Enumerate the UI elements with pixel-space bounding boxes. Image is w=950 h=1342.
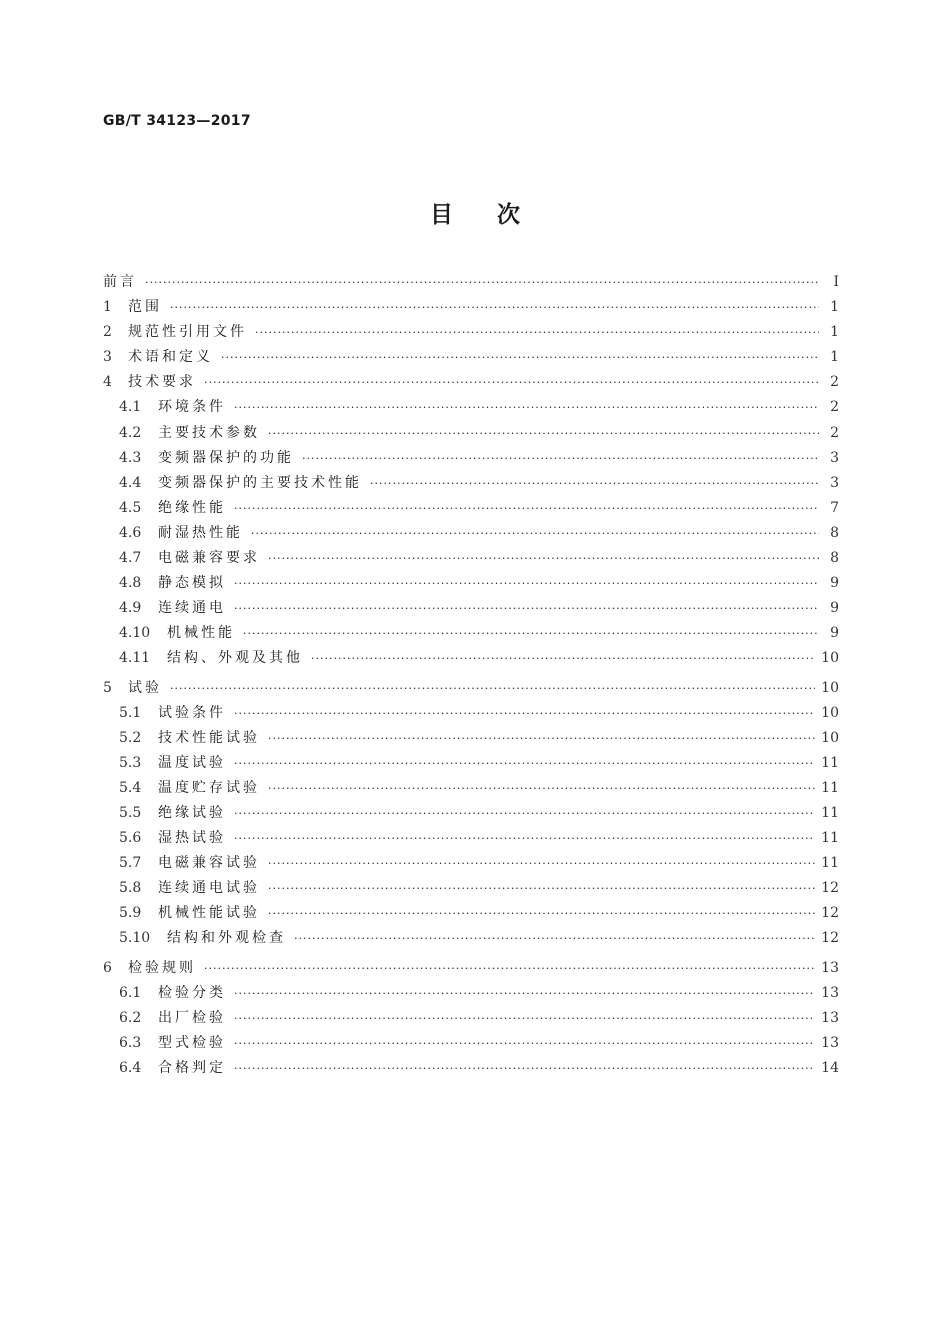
toc-entry-number: 5.4 <box>119 779 142 796</box>
toc-leader-dots <box>234 801 815 826</box>
toc-entry-title: 技术要求 <box>128 374 196 391</box>
toc-leader-dots <box>234 751 815 776</box>
toc-entry-title: 温度贮存试验 <box>158 779 260 796</box>
toc-entry[interactable] <box>103 1056 839 1081</box>
toc-entry-number: 1 <box>103 299 112 316</box>
toc-leader-dots <box>251 521 819 546</box>
toc-leader-dots <box>234 571 819 596</box>
toc-leader-dots <box>268 901 815 926</box>
toc-entry-title: 技术性能试验 <box>158 729 260 746</box>
toc-leader-dots <box>268 421 819 446</box>
toc-entry-number: 5.9 <box>119 905 142 922</box>
toc-entry-title: 机械性能试验 <box>158 905 260 922</box>
toc-entry-page: 14 <box>821 1059 839 1076</box>
toc-leader-dots <box>234 826 815 851</box>
toc-entry[interactable] <box>103 776 839 801</box>
toc-entry-title: 变频器保护的功能 <box>158 449 294 466</box>
toc-entry-title: 型式检验 <box>158 1034 226 1051</box>
toc-entry[interactable] <box>103 446 839 471</box>
toc-leader-dots <box>234 596 819 621</box>
toc-entry-number: 5.7 <box>119 855 142 872</box>
toc-entry[interactable] <box>103 726 839 751</box>
toc-entry[interactable] <box>103 546 839 571</box>
toc-entry[interactable] <box>103 295 839 320</box>
toc-entry-page: 2 <box>830 424 839 441</box>
toc-entry-title: 检验分类 <box>158 984 226 1001</box>
toc-leader-dots <box>234 981 815 1006</box>
toc-entry-number: 4.7 <box>119 550 142 567</box>
toc-entry-number: 4 <box>103 374 112 391</box>
toc-entry-number: 5.6 <box>119 830 142 847</box>
toc-entry[interactable] <box>103 471 839 496</box>
toc-entry-page: 9 <box>830 575 839 592</box>
toc-entry-title: 耐湿热性能 <box>158 524 243 541</box>
toc-entry-number: 4.6 <box>119 524 142 541</box>
toc-leader-dots <box>268 776 815 801</box>
toc-entry[interactable] <box>103 320 839 345</box>
toc-entry-page: 7 <box>830 499 839 516</box>
toc-entry[interactable] <box>103 496 839 521</box>
toc-entry[interactable] <box>103 851 839 876</box>
toc-entry-title: 湿热试验 <box>158 830 226 847</box>
toc-entry-number: 5.3 <box>119 754 142 771</box>
page-title <box>0 196 950 229</box>
toc-entry-page: 10 <box>821 704 839 721</box>
toc-entry[interactable] <box>103 421 839 446</box>
toc-entry[interactable] <box>103 981 839 1006</box>
toc-entry-page: 8 <box>830 524 839 541</box>
toc-entry-page: 11 <box>821 855 839 872</box>
toc-leader-dots <box>234 701 815 726</box>
toc-entry[interactable] <box>103 1006 839 1031</box>
toc-leader-dots <box>170 295 819 320</box>
toc-entry-number: 6.4 <box>119 1059 142 1076</box>
toc-entry[interactable] <box>103 901 839 926</box>
toc-leader-dots <box>255 320 819 345</box>
toc-entry-page: 2 <box>830 374 839 391</box>
toc-entry-number: 5.8 <box>119 880 142 897</box>
toc-entry-title: 术语和定义 <box>128 349 213 366</box>
toc-entry-page: 1 <box>830 324 839 341</box>
toc-entry[interactable] <box>103 826 839 851</box>
toc-entry-number: 5.1 <box>119 704 142 721</box>
toc-entry-number: 5 <box>103 679 112 696</box>
toc-entry[interactable] <box>103 676 839 701</box>
toc-entry-number: 5.5 <box>119 804 142 821</box>
toc-entry-title: 出厂检验 <box>158 1009 226 1026</box>
toc-entry-page: 1 <box>830 299 839 316</box>
toc-entry-number: 4.3 <box>119 449 142 466</box>
toc-entry-title: 绝缘试验 <box>158 804 226 821</box>
toc-entry[interactable] <box>103 596 839 621</box>
toc-entry-number: 6.1 <box>119 984 142 1001</box>
toc-entry-page: 13 <box>821 959 839 976</box>
toc-entry-page: 3 <box>830 474 839 491</box>
toc-entry-title: 前言 <box>103 274 137 290</box>
toc-entry[interactable] <box>103 926 839 951</box>
toc-entry-page: 3 <box>830 449 839 466</box>
toc-entry-page: 10 <box>821 679 839 696</box>
toc-entry-page: 10 <box>821 729 839 746</box>
toc-entry[interactable] <box>103 751 839 776</box>
toc-entry[interactable] <box>103 395 839 420</box>
toc-leader-dots <box>204 956 815 981</box>
toc-entry-page: 11 <box>821 754 839 771</box>
table-of-contents <box>103 270 839 1081</box>
toc-entry-number: 5.2 <box>119 729 142 746</box>
toc-entry-title: 主要技术参数 <box>158 424 260 441</box>
toc-entry-number: 4.2 <box>119 424 142 441</box>
toc-entry-number: 4.8 <box>119 575 142 592</box>
toc-entry-title: 检验规则 <box>128 959 196 976</box>
toc-entry-page: 11 <box>821 779 839 796</box>
toc-entry-number: 6 <box>103 959 112 976</box>
toc-entry-page: 1 <box>830 349 839 366</box>
toc-entry[interactable] <box>103 701 839 726</box>
toc-entry-title: 环境条件 <box>158 399 226 416</box>
page-title-char-2: 次 <box>497 202 520 228</box>
toc-entry-page: 2 <box>830 399 839 416</box>
toc-entry-title: 机械性能 <box>167 625 235 642</box>
toc-entry-number: 6.3 <box>119 1034 142 1051</box>
toc-entry-number: 4.1 <box>119 399 142 416</box>
toc-leader-dots <box>268 851 815 876</box>
toc-entry-number: 4.5 <box>119 499 142 516</box>
toc-entry-title: 试验条件 <box>158 704 226 721</box>
toc-entry[interactable] <box>103 646 839 671</box>
toc-leader-dots <box>268 546 819 571</box>
toc-entry-title: 温度试验 <box>158 754 226 771</box>
toc-entry-page: 12 <box>821 905 839 922</box>
toc-leader-dots <box>234 1031 815 1056</box>
toc-entry[interactable] <box>103 876 839 901</box>
toc-entry-page: 9 <box>830 600 839 617</box>
toc-entry[interactable] <box>103 801 839 826</box>
toc-entry[interactable] <box>103 521 839 546</box>
toc-entry-number: 6.2 <box>119 1009 142 1026</box>
page-title-char-1: 目 <box>430 202 453 228</box>
toc-leader-dots <box>145 270 819 295</box>
toc-leader-dots <box>170 676 815 701</box>
toc-entry-number: 3 <box>103 349 112 366</box>
toc-entry-page: 11 <box>821 830 839 847</box>
toc-entry-title: 范围 <box>128 299 162 316</box>
toc-entry-page: 13 <box>821 1009 839 1026</box>
toc-entry-page: 13 <box>821 984 839 1001</box>
toc-leader-dots <box>268 876 815 901</box>
toc-entry-title: 结构和外观检查 <box>167 930 286 947</box>
toc-entry-number: 4.10 <box>119 625 151 642</box>
toc-entry-number: 5.10 <box>119 930 151 947</box>
toc-leader-dots <box>221 345 819 370</box>
toc-entry-page: 8 <box>830 550 839 567</box>
toc-entry-title: 电磁兼容要求 <box>158 550 260 567</box>
toc-leader-dots <box>234 395 819 420</box>
toc-entry-title: 规范性引用文件 <box>128 324 247 341</box>
toc-entry-page: 12 <box>821 930 839 947</box>
toc-leader-dots <box>370 471 819 496</box>
toc-entry-title: 变频器保护的主要技术性能 <box>158 474 362 491</box>
toc-leader-dots <box>268 726 815 751</box>
toc-entry-title: 连续通电 <box>158 600 226 617</box>
toc-entry[interactable] <box>103 956 839 981</box>
standard-code: GB/T 34123—2017 <box>103 113 251 129</box>
toc-entry-page: 11 <box>821 804 839 821</box>
toc-entry[interactable] <box>103 345 839 370</box>
toc-entry-title: 静态模拟 <box>158 575 226 592</box>
toc-entry-page: 10 <box>821 650 839 667</box>
toc-entry-title: 结构、外观及其他 <box>167 650 303 667</box>
toc-entry[interactable] <box>103 1031 839 1056</box>
toc-entry-page: Ⅰ <box>833 274 839 290</box>
toc-leader-dots <box>204 370 819 395</box>
toc-entry-page: 12 <box>821 880 839 897</box>
toc-entry-number: 4.11 <box>119 650 151 667</box>
toc-entry-number: 4.9 <box>119 600 142 617</box>
toc-leader-dots <box>234 1056 815 1081</box>
toc-entry-title: 连续通电试验 <box>158 880 260 897</box>
toc-entry-title: 试验 <box>128 679 162 696</box>
toc-leader-dots <box>294 926 815 951</box>
toc-entry-title: 合格判定 <box>158 1059 226 1076</box>
toc-entry[interactable] <box>103 270 839 295</box>
toc-entry-page: 9 <box>830 625 839 642</box>
toc-entry-number: 4.4 <box>119 474 142 491</box>
toc-entry[interactable] <box>103 571 839 596</box>
toc-entry-title: 电磁兼容试验 <box>158 855 260 872</box>
toc-entry[interactable] <box>103 370 839 395</box>
toc-leader-dots <box>302 446 819 471</box>
toc-leader-dots <box>243 621 819 646</box>
toc-leader-dots <box>234 496 819 521</box>
toc-leader-dots <box>234 1006 815 1031</box>
toc-entry-number: 2 <box>103 324 112 341</box>
toc-entry-title: 绝缘性能 <box>158 499 226 516</box>
toc-entry-page: 13 <box>821 1034 839 1051</box>
toc-entry[interactable] <box>103 621 839 646</box>
toc-leader-dots <box>311 646 815 671</box>
